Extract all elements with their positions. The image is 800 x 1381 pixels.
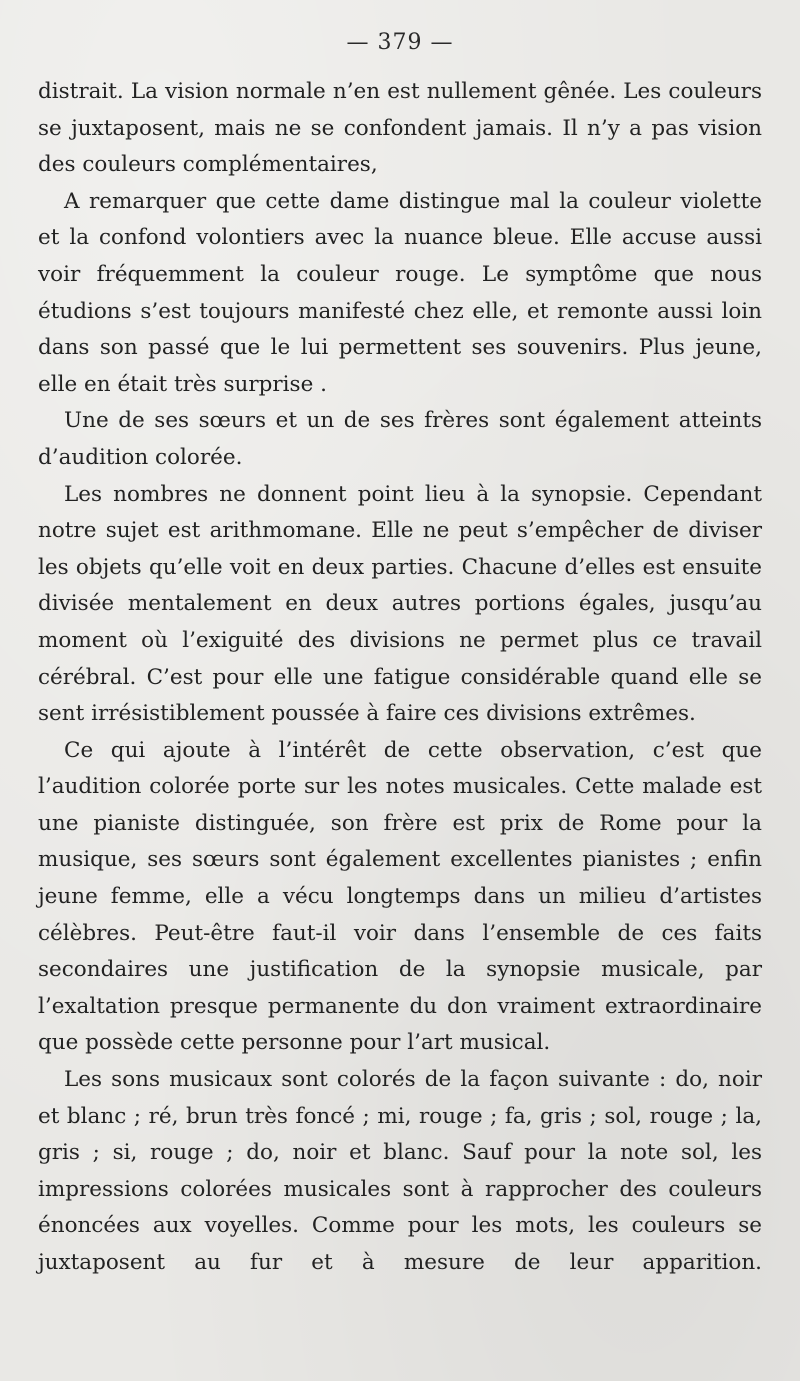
- body-text: [38, 74, 762, 1282]
- paragraph-6: Les sons musicaux sont colorés de la façon suivante : do, noir et blanc ; ré, brun très foncé ; mi, rouge ; fa, gris ; sol, rouge ; la, gris ; si, rouge ; do, noir et blanc. Sauf pour la note sol, les impressions colorées musicales sont à rapprocher des couleurs énoncées aux voyelles. Comme pour les mots, les couleurs se juxtaposent au fur et à mesure de leur apparition.: [38, 1067, 762, 1275]
- paragraph-3: Une de ses sœurs et un de ses frères sont également atteints d’audition colorée.: [38, 408, 762, 470]
- paragraph-1: distrait. La vision normale n’en est nullement gênée. Les couleurs se juxtaposent, mais ne se confondent jamais. Il n’y a pas vision des couleurs complémentaires,: [38, 79, 762, 178]
- paragraph-2: A remarquer que cette dame distingue mal la couleur violette et la confond volontiers avec la nuance bleue. Elle accuse aussi voir fréquemment la couleur rouge. Le symptôme que nous étudions s’est toujours manifesté chez elle, et remonte aussi loin dans son passé que le lui permettent ses souvenirs. Plus jeune, elle en était très surprise .: [38, 188, 762, 397]
- paragraph-4: Les nombres ne donnent point lieu à la synopsie. Cependant notre sujet est arithmomane. Elle ne peut s’empêcher de diviser les objets qu’elle voit en deux parties. Chacune d’elles est ensuite divisée mentalement en deux autres portions égales, jusqu’au moment où l’exiguité des divisions ne permet plus ce travail cérébral. C’est pour elle une fatigue considérable quand elle se sent irrésistiblement poussée à faire ces divisions extrêmes.: [38, 481, 762, 727]
- page-number: — 379 —: [346, 30, 454, 55]
- paragraph-5: Ce qui ajoute à l’intérêt de cette observation, c’est que l’audition colorée porte sur les notes musicales. Cette malade est une pianiste distinguée, son frère est prix de Rome pour la musique, ses sœurs sont également excellentes pianistes ; enfin jeune femme, elle a vécu longtemps dans un milieu d’artistes célèbres. Peut-être faut-il voir dans l’ensemble de ces faits secondaires une justification de la synopsie musicale, par l’exaltation presque permanente du don vraiment extraordinaire que possède cette personne pour l’art musical.: [38, 737, 762, 1056]
